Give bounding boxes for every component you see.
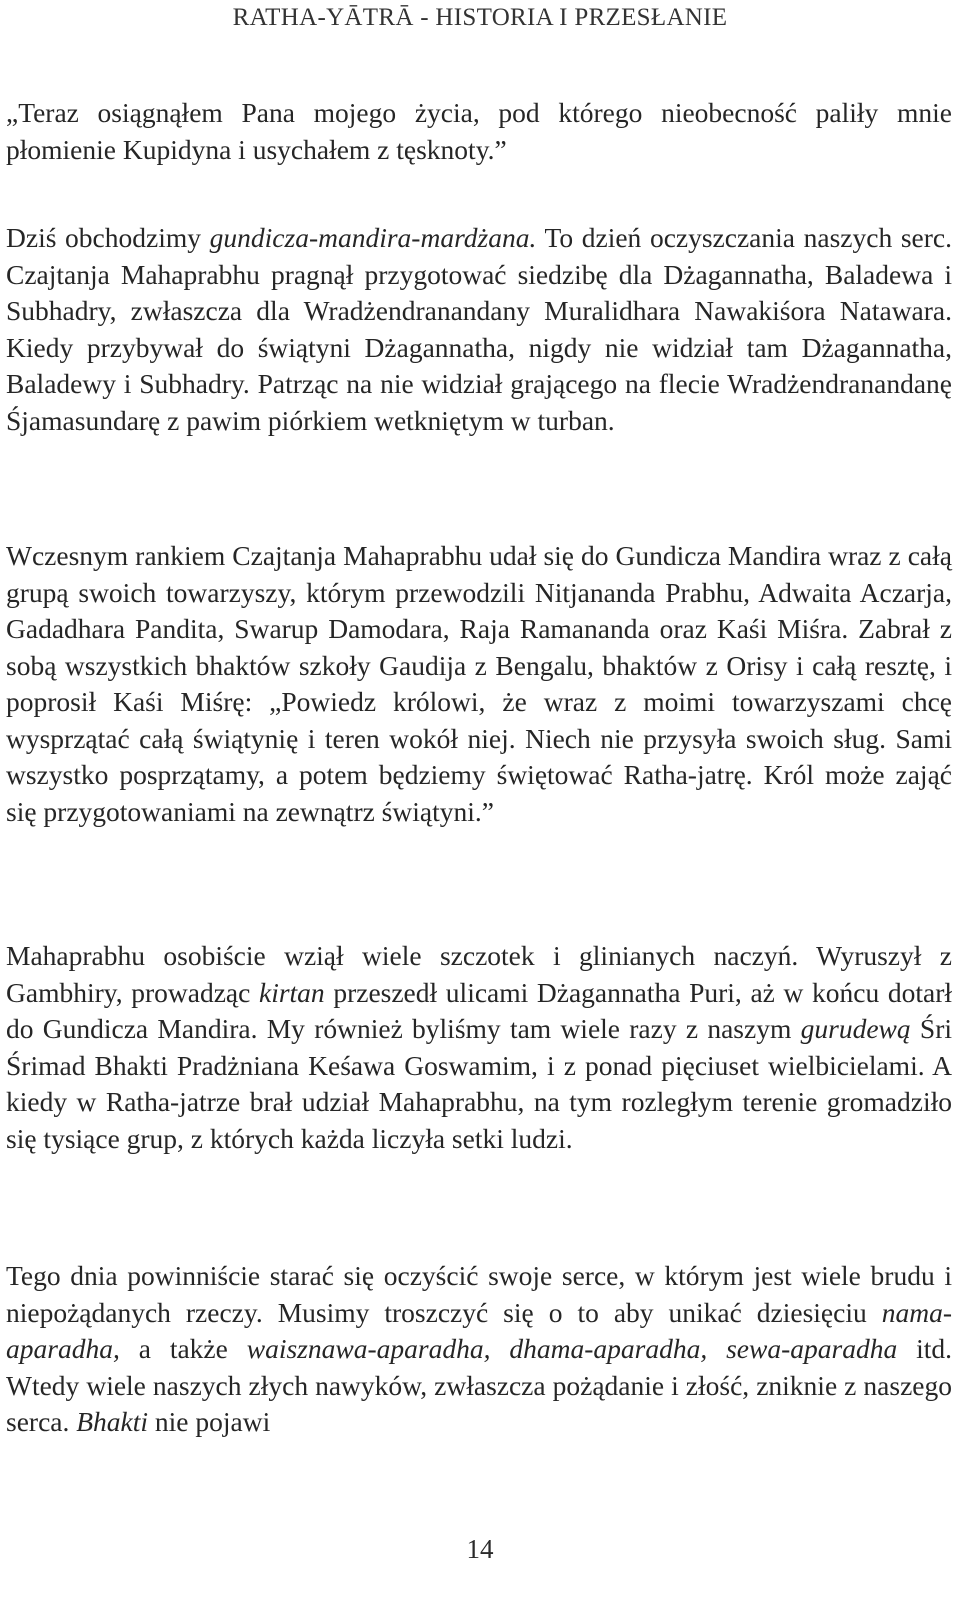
text-span: Wczesnym rankiem Czajtanja Mahaprabhu udał się do Gundicza Mandira wraz z całą grupą swoich towarzyszy, którym przewodzili Nitjananda Prabhu, Adwaita Aczarja, Gadadhara Pandita, Swarup Damodara, Raja Ramananda oraz Kaśi Miśra. Zabrał z sobą wszystkich bhaktów szkoły Gaudija z Bengalu, bhaktów z Orisy i całą resztę, i poprosił Kaśi Miśrę: „Powiedz królowi, że wraz z moimi towarzyszami chcę wysprzątać całą świątynię i teren wokół niej. Niech nie przysyła swoich sług. Sami wszystko posprzątamy, a potem będziemy świętować Ratha-jatrę. Król może zająć się przygotowaniami na zewnątrz świątyni.” <box>6 540 952 827</box>
text-span: a także <box>119 1333 247 1364</box>
text-span: nie pojawi <box>148 1406 271 1437</box>
text-span: Mahaprabhu osobiście wziął wiele szczotek i glinianych naczyń. Wyruszył z Gambhiry, prowadząc <box>6 940 952 1008</box>
italic-term: kirtan <box>258 976 325 1008</box>
text-span: Śri Śrimad Bhakti Pradżniana Keśawa Goswamim, i z ponad pięciuset wielbicielami. A kiedy w Ratha-jatrze brał udział Mahaprabhu, na tym rozległym terenie gromadziło się tysiące grup, z których każda liczyła setki ludzi. <box>6 1013 952 1154</box>
italic-term: Bhakti <box>76 1406 149 1437</box>
paragraph-gundicza-cleansing <box>6 220 952 439</box>
page-number: 14 <box>466 1534 494 1564</box>
running-head: RATHA-YĀTRĀ - HISTORIA I PRZESŁANIE <box>232 4 728 31</box>
italic-term: gurudewą <box>800 1013 911 1044</box>
italic-term: gundicza-mandira-mardżana. <box>209 222 537 253</box>
paragraph-cleanse-heart <box>6 1258 952 1441</box>
text-span: Dziś obchodzimy <box>6 222 210 253</box>
paragraph-quote <box>6 95 952 168</box>
text-span: itd. Wtedy wiele naszych złych nawyków, zwłaszcza pożądanie i złość, zniknie z naszego serca. <box>6 1333 953 1437</box>
text-span: przeszedł ulicami Dżagannatha Puri, aż w końcu dotarł do Gundicza Mandira. My również byliśmy tam wiele razy z naszym <box>6 976 953 1044</box>
text-span: Tego dnia powinniście starać się oczyścić swoje serce, w którym jest wiele brudu i niepożądanych rzeczy. Musimy troszczyć się o to aby unikać dziesięciu <box>6 1260 952 1328</box>
paragraph-early-morning <box>6 538 952 830</box>
paragraph-brooms-and-pots <box>6 938 952 1157</box>
text-span: „Teraz osiągnąłem Pana mojego życia, pod którego nieobecność paliły mnie płomienie Kupidyna i usychałem z tęsknoty.” <box>6 97 952 165</box>
italic-term: nama-aparadha, <box>6 1296 952 1364</box>
italic-term: waisznawa-aparadha, dhama-aparadha, sewa-aparadha <box>246 1333 898 1364</box>
text-span: To dzień oczyszczania naszych serc. Czajtanja Mahaprabhu pragnął przygotować siedzibę dla Dżagannatha, Baladewa i Subhadry, zwłaszcza dla Wradżendranandany Muralidhara Nawakiśora Natawara. Kiedy przybywał do świątyni Dżagannatha, nigdy nie widział tam Dżagannatha, Baladewy i Subhadry. Patrząc na nie widział grającego na flecie Wradżendranandanę Śjamasundarę z pawim piórkiem wetkniętym w turban. <box>6 222 952 436</box>
